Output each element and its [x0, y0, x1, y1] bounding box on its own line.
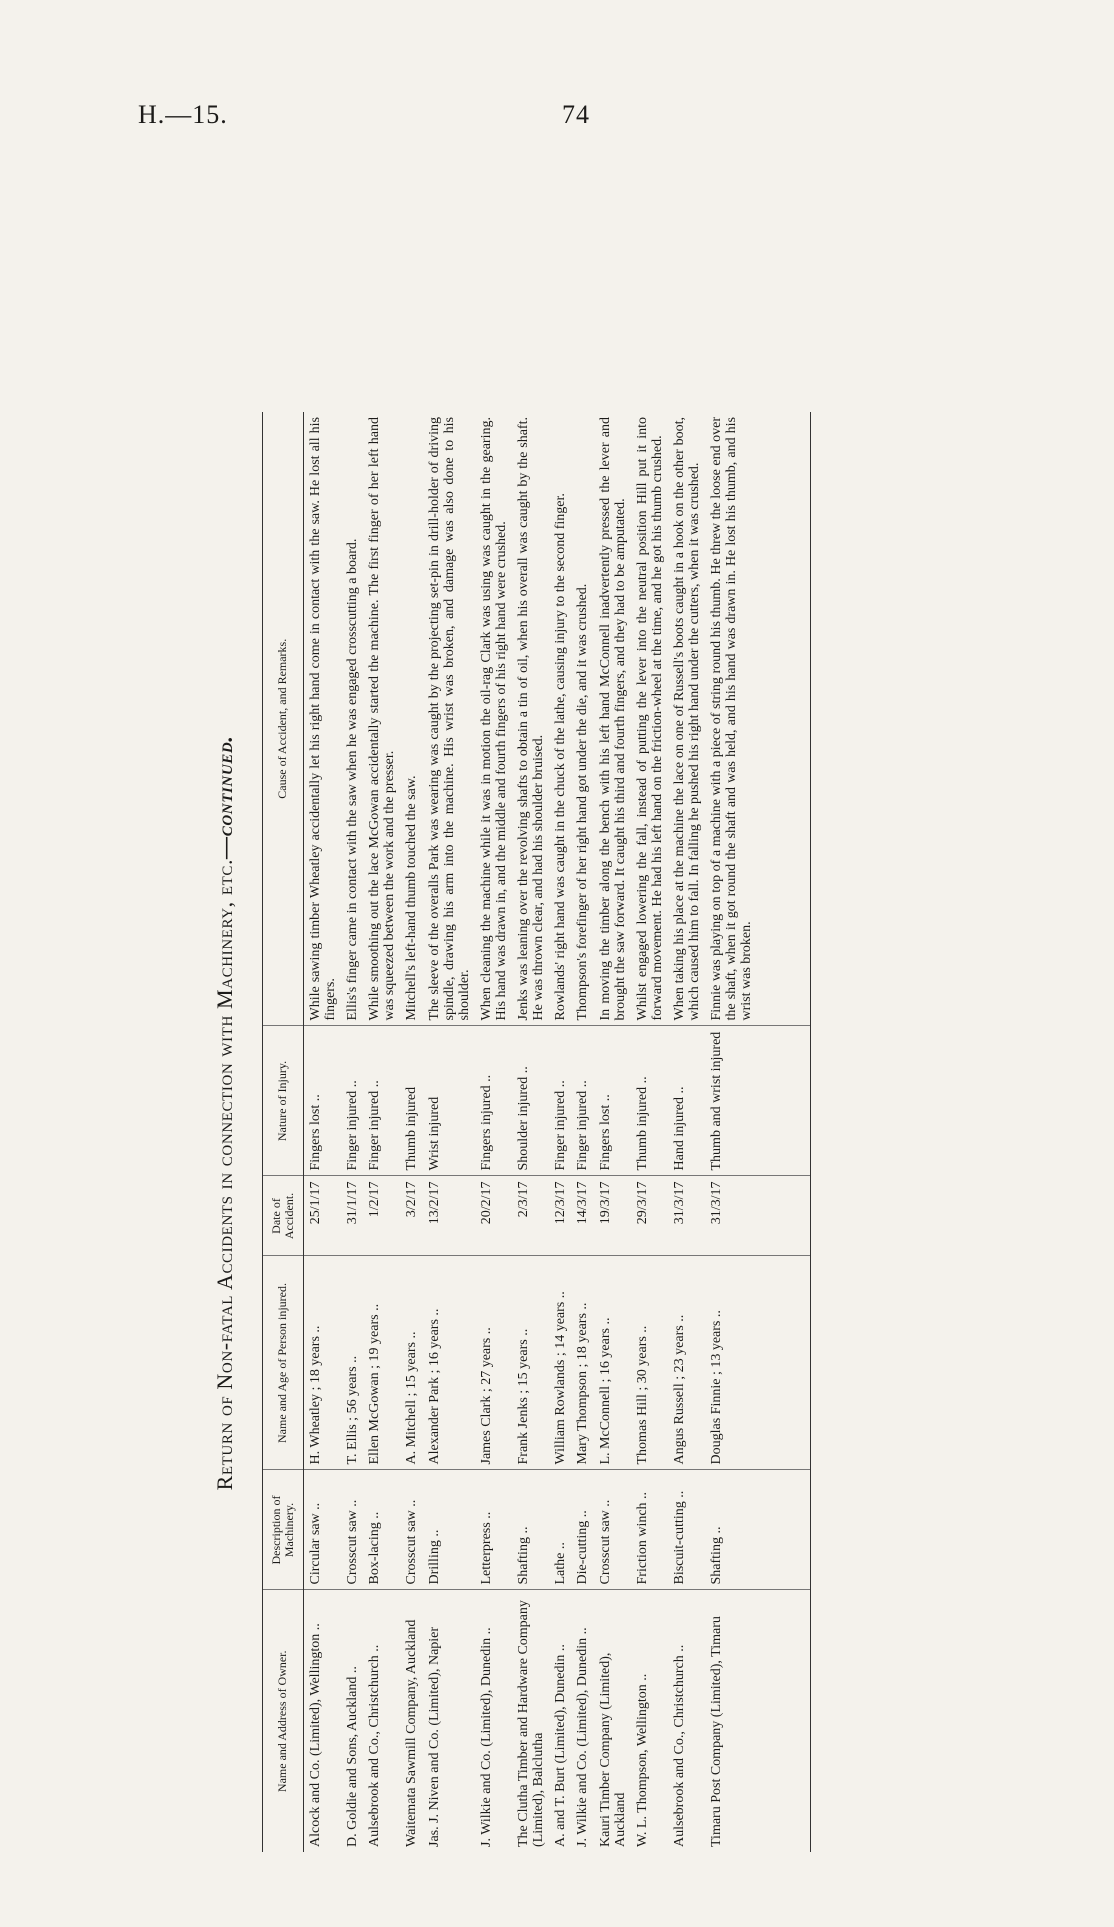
- table-row: [341, 412, 363, 1852]
- col-header-machinery: Description of Machinery.: [263, 1470, 304, 1590]
- owner-cell: A. and T. Burt (Limited), Dunedin ..: [553, 1644, 569, 1847]
- owner-cell: D. Goldie and Sons, Auckland ..: [345, 1666, 361, 1847]
- injury-cell: Shoulder injured ..: [512, 1026, 549, 1176]
- table-row: [400, 412, 422, 1852]
- page-code: H.—15.: [138, 100, 228, 129]
- machinery-cell: Letterpress ..: [475, 1470, 512, 1590]
- date-cell: 1/2/17: [363, 1176, 400, 1256]
- owner-cell: Alcock and Co. (Limited), Wellington ..: [307, 1623, 323, 1847]
- table-row: [303, 412, 341, 1852]
- cause-cell: Ellis's finger came in contact with the saw when he was engaged crosscutting a board.: [341, 412, 363, 1026]
- cause-cell: Thompson's forefinger of her right hand got under the die, and it was crushed.: [571, 412, 593, 1026]
- person-cell: James Clark ; 27 years ..: [475, 1256, 512, 1470]
- table-title-continued: —continued.: [212, 735, 237, 859]
- cause-cell: When cleaning the machine while it was in motion the oil-rag Clark was using was caught in the gearing. His hand was drawn in, and the middle and fourth fingers of his right hand were crushed.: [475, 412, 512, 1026]
- date-cell: 14/3/17: [571, 1176, 593, 1256]
- person-cell: Alexander Park ; 16 years ..: [423, 1256, 475, 1470]
- injury-cell: Fingers lost ..: [594, 1026, 631, 1176]
- injury-cell: Wrist injured: [423, 1026, 475, 1176]
- cause-cell: Finnie was playing on top of a machine with a piece of string round his thumb. He threw the loose end over the shaft, when it got round the shaft and was held, and his hand was drawn in. He lost his thumb, and his wrist was broken.: [705, 412, 810, 1026]
- cause-cell: In moving the timber along the bench with his left hand McConnell inadvertently pressed the lever and brought the saw forward. It caught his third and fourth fingers, and they had to be amputated.: [594, 412, 631, 1026]
- owner-cell: The Clutha Timber and Hardware Company (Limited), Balclutha: [516, 1600, 547, 1847]
- col-header-owner: Name and Address of Owner.: [263, 1590, 304, 1852]
- machinery-cell: Drilling ..: [423, 1470, 475, 1590]
- person-cell: William Rowlands ; 14 years ..: [549, 1256, 571, 1470]
- person-cell: A. Mitchell ; 15 years ..: [400, 1256, 422, 1470]
- owner-cell: Kauri Timber Company (Limited), Auckland: [597, 1652, 628, 1847]
- date-cell: 20/2/17: [475, 1176, 512, 1256]
- cause-cell: Rowlands' right hand was caught in the chuck of the lathe, causing injury to the second finger.: [549, 412, 571, 1026]
- person-cell: Angus Russell ; 23 years ..: [668, 1256, 705, 1470]
- person-cell: Mary Thompson ; 18 years ..: [571, 1256, 593, 1470]
- machinery-cell: Box-lacing ..: [363, 1470, 400, 1590]
- table-row: [512, 412, 549, 1852]
- person-cell: H. Wheatley ; 18 years ..: [303, 1256, 341, 1470]
- table-row: [475, 412, 512, 1852]
- table-row: [668, 412, 705, 1852]
- owner-cell: Waitemata Sawmill Company, Auckland: [404, 1619, 420, 1847]
- injury-cell: Finger injured ..: [571, 1026, 593, 1176]
- date-cell: 25/1/17: [303, 1176, 341, 1256]
- col-header-injury: Nature of Injury.: [263, 1026, 304, 1176]
- date-cell: 12/3/17: [549, 1176, 571, 1256]
- table-row: [631, 412, 668, 1852]
- injury-cell: Thumb injured: [400, 1026, 422, 1176]
- owner-cell: Timaru Post Company (Limited), Timaru: [705, 1590, 810, 1852]
- table-row: [705, 412, 810, 1852]
- machinery-cell: Crosscut saw ..: [341, 1470, 363, 1590]
- date-cell: 3/2/17: [400, 1176, 422, 1256]
- table-row: [363, 412, 400, 1852]
- owner-cell: W. L. Thompson, Wellington ..: [634, 1673, 650, 1847]
- person-cell: Thomas Hill ; 30 years ..: [631, 1256, 668, 1470]
- owner-cell: Aulsebrook and Co., Christchurch ..: [367, 1644, 383, 1847]
- person-cell: T. Ellis ; 56 years ..: [341, 1256, 363, 1470]
- col-header-date: Date of Accident.: [263, 1176, 304, 1256]
- machinery-cell: Circular saw ..: [303, 1470, 341, 1590]
- table-row: [594, 412, 631, 1852]
- cause-cell: Whilst engaged lowering the fall, instead of putting the lever into the neutral position Hill put it into forward movement. He had his left hand on the friction-wheel at the time, and he got his thumb crushed.: [631, 412, 668, 1026]
- cause-cell: While smoothing out the lace McGowan accidentally started the machine. The first finger of her left hand was squeezed between the work and the presser.: [363, 412, 400, 1026]
- machinery-cell: Shafting ..: [512, 1470, 549, 1590]
- machinery-cell: Die-cutting ..: [571, 1470, 593, 1590]
- date-cell: 29/3/17: [631, 1176, 668, 1256]
- person-cell: Ellen McGowan ; 19 years ..: [363, 1256, 400, 1470]
- cause-cell: The sleeve of the overalls Park was wearing was caught by the projecting set-pin in drill-holder of driving spindle, drawing his arm into the machine. His wrist was broken, and damage was also done to his shoulder.: [423, 412, 475, 1026]
- injury-cell: Finger injured ..: [363, 1026, 400, 1176]
- rotated-table-region: [212, 299, 876, 1927]
- cause-cell: Mitchell's left-hand thumb touched the saw.: [400, 412, 422, 1026]
- table-row: [571, 412, 593, 1852]
- person-cell: Frank Jenks ; 15 years ..: [512, 1256, 549, 1470]
- machinery-cell: Crosscut saw ..: [594, 1470, 631, 1590]
- person-cell: Douglas Finnie ; 13 years ..: [705, 1256, 810, 1470]
- machinery-cell: Biscuit-cutting ..: [668, 1470, 705, 1590]
- page-number: 74: [562, 100, 590, 129]
- injury-cell: Finger injured ..: [549, 1026, 571, 1176]
- machinery-cell: Friction winch ..: [631, 1470, 668, 1590]
- machinery-cell: Shafting ..: [705, 1470, 810, 1590]
- machinery-cell: Lathe ..: [549, 1470, 571, 1590]
- date-cell: 31/3/17: [705, 1176, 810, 1256]
- injury-cell: Finger injured ..: [341, 1026, 363, 1176]
- owner-cell: J. Wilkie and Co. (Limited), Dunedin ..: [478, 1627, 494, 1847]
- cause-cell: Jenks was leaning over the revolving shafts to obtain a tin of oil, when his overall was caught by the shaft. He was thrown clear, and had his shoulder bruised.: [512, 412, 549, 1026]
- person-cell: L. McConnell ; 16 years ..: [594, 1256, 631, 1470]
- col-header-cause: Cause of Accident, and Remarks.: [263, 412, 304, 1026]
- table-row: [423, 412, 475, 1852]
- col-header-person: Name and Age of Person injured.: [263, 1256, 304, 1470]
- injury-cell: Thumb injured ..: [631, 1026, 668, 1176]
- injury-cell: Fingers injured ..: [475, 1026, 512, 1176]
- date-cell: 13/2/17: [423, 1176, 475, 1256]
- owner-cell: J. Wilkie and Co. (Limited), Dunedin ..: [575, 1627, 591, 1847]
- date-cell: 31/3/17: [668, 1176, 705, 1256]
- injury-cell: Fingers lost ..: [303, 1026, 341, 1176]
- table-title-main: Return of Non-fatal Accidents in connection with Machinery, etc.: [212, 858, 237, 1491]
- cause-cell: While sawing timber Wheatley accidentally let his right hand come in contact with the saw. He lost all his fingers.: [303, 412, 341, 1026]
- owner-cell: Aulsebrook and Co., Christchurch ..: [671, 1644, 687, 1847]
- table-title: [212, 299, 238, 1927]
- owner-cell: Jas. J. Niven and Co. (Limited), Napier: [426, 1626, 442, 1847]
- accidents-table: [262, 412, 811, 1852]
- date-cell: 19/3/17: [594, 1176, 631, 1256]
- date-cell: 2/3/17: [512, 1176, 549, 1256]
- machinery-cell: Crosscut saw ..: [400, 1470, 422, 1590]
- injury-cell: Thumb and wrist injured: [705, 1026, 810, 1176]
- header-row: [263, 412, 304, 1852]
- injury-cell: Hand injured ..: [668, 1026, 705, 1176]
- cause-cell: When taking his place at the machine the lace on one of Russell's boots caught in a hook on the other boot, which caused him to fall. In falling he pushed his right hand under the cutters, when it was crushed.: [668, 412, 705, 1026]
- table-row: [549, 412, 571, 1852]
- date-cell: 31/1/17: [341, 1176, 363, 1256]
